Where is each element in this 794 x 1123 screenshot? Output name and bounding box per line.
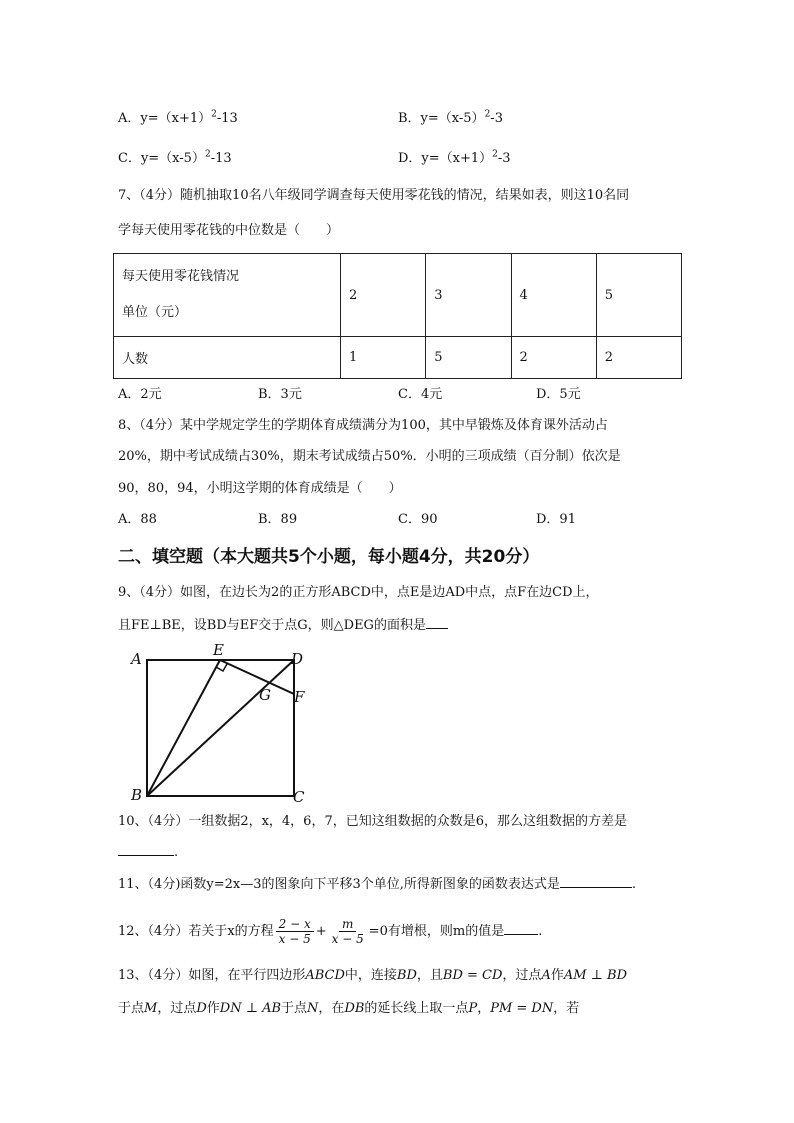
label-b: B bbox=[131, 786, 143, 804]
fraction-2-denominator: x − 5 bbox=[331, 932, 364, 946]
q12-line bbox=[118, 915, 542, 949]
q10-line2 bbox=[118, 843, 178, 862]
table-row bbox=[114, 337, 682, 379]
q7-option-a: A．2元 bbox=[118, 387, 162, 402]
q8-option-a: A．88 bbox=[118, 512, 157, 527]
fraction-1 bbox=[276, 917, 314, 946]
q11-tail: . bbox=[631, 877, 637, 892]
answer-blank bbox=[426, 616, 448, 629]
header-line2: 单位（元） bbox=[122, 305, 188, 320]
q7-option-c: C．4元 bbox=[398, 387, 443, 402]
header-line1: 每天使用零花钱情况 bbox=[122, 269, 240, 284]
square-figure bbox=[125, 640, 320, 810]
q12-tail: . bbox=[538, 924, 543, 939]
answer-blank bbox=[504, 922, 538, 935]
answer-blank bbox=[118, 843, 174, 856]
section-title: 二、填空题（本大题共5个小题，每小题4分，共20分） bbox=[118, 547, 540, 567]
label-g: G bbox=[259, 686, 271, 704]
table-row bbox=[114, 254, 682, 337]
table-cell: 2 bbox=[341, 254, 426, 337]
q6-option-d: D．$y=(x+1)^2-3$ bbox=[398, 149, 511, 166]
q7-option-b: B．3元 bbox=[258, 387, 302, 402]
q7-line2: 学每天使用零花钱的中位数是（ ） bbox=[118, 223, 340, 238]
q13-line1: 13、（4分）如图，在平行四边形ABCD中，连接BD，且BD = CD，过点A作AM ⊥ BD bbox=[118, 968, 628, 983]
q6-option-b: B．$y=(x-5)^2-3$ bbox=[398, 109, 503, 126]
table-cell: 3 bbox=[426, 254, 511, 337]
table-cell: 2 bbox=[596, 337, 681, 379]
q12-pre: 12、（4分）若关于x的方程 bbox=[118, 924, 274, 939]
fraction-1-denominator: x − 5 bbox=[278, 932, 311, 946]
q7-table bbox=[113, 253, 682, 379]
table-cell: 4 bbox=[511, 254, 596, 337]
label-d: D bbox=[291, 650, 304, 668]
table-cell: 5 bbox=[596, 254, 681, 337]
label-a: A bbox=[131, 650, 142, 668]
q8-option-c: C．90 bbox=[398, 512, 438, 527]
q8-option-b: B．89 bbox=[258, 512, 298, 527]
q8-line1: 8、（4分）某中学规定学生的学期体育成绩满分为100，其中早锻炼及体育课外活动占 bbox=[118, 418, 608, 433]
segment-be bbox=[147, 660, 220, 796]
q7-option-d: D．5元 bbox=[536, 387, 581, 402]
fraction-2-numerator: m bbox=[339, 917, 356, 932]
table-cell: 1 bbox=[341, 337, 426, 379]
q8-line2: 20%，期中考试成绩占30%，期末考试成绩占50%．小明的三项成绩（百分制）依次是 bbox=[118, 449, 621, 464]
label-c: C bbox=[293, 788, 305, 806]
q11-line1 bbox=[118, 875, 636, 894]
table-row-label: 人数 bbox=[114, 337, 341, 379]
segment-ef bbox=[220, 660, 294, 694]
q7-line1: 7、（4分）随机抽取10名八年级同学调查每天使用零花钱的情况，结果如表，则这10名同 bbox=[118, 188, 630, 203]
q8-option-d: D．91 bbox=[536, 512, 576, 527]
segment-bd bbox=[147, 660, 294, 796]
answer-blank bbox=[560, 875, 632, 888]
table-cell: 2 bbox=[511, 337, 596, 379]
q6-option-a: A．$y=(x+1)^2-13$ bbox=[118, 109, 238, 126]
q6-option-c: C．$y=(x-5)^2-13$ bbox=[118, 149, 232, 166]
table-header-label bbox=[114, 254, 341, 337]
table-cell: 5 bbox=[426, 337, 511, 379]
label-f: F bbox=[294, 688, 305, 706]
label-e: E bbox=[213, 641, 224, 659]
plus-sign: + bbox=[315, 924, 327, 939]
q9-line1: 9、（4分）如图，在边长为2的正方形ABCD中，点E是边AD中点，点F在边CD上， bbox=[118, 585, 599, 600]
q11-text: 11、（4分)函数y=2x—3的图象向下平移3个单位,所得新图象的函数表达式是 bbox=[118, 877, 560, 892]
q10-tail: . bbox=[174, 845, 179, 860]
fraction-2 bbox=[329, 917, 367, 946]
q13-line2: 于点M，过点D作DN ⊥ AB于点N，在DB的延长线上取一点P，PM = DN，若 bbox=[118, 1001, 580, 1016]
fraction-1-numerator: 2 − x bbox=[276, 917, 314, 932]
q8-line3: 90，80，94，小明这学期的体育成绩是（ ） bbox=[118, 481, 402, 496]
q9-line2 bbox=[118, 616, 448, 635]
q9-line2-text: 且FE⊥BE，设BD与EF交于点G，则△DEG的面积是 bbox=[118, 618, 426, 633]
q10-line1: 10、（4分）一组数据2，x，4，6，7，已知这组数据的众数是6，那么这组数据的方差是 bbox=[118, 814, 628, 829]
q12-post: =0有增根，则m的值是 bbox=[368, 924, 505, 939]
